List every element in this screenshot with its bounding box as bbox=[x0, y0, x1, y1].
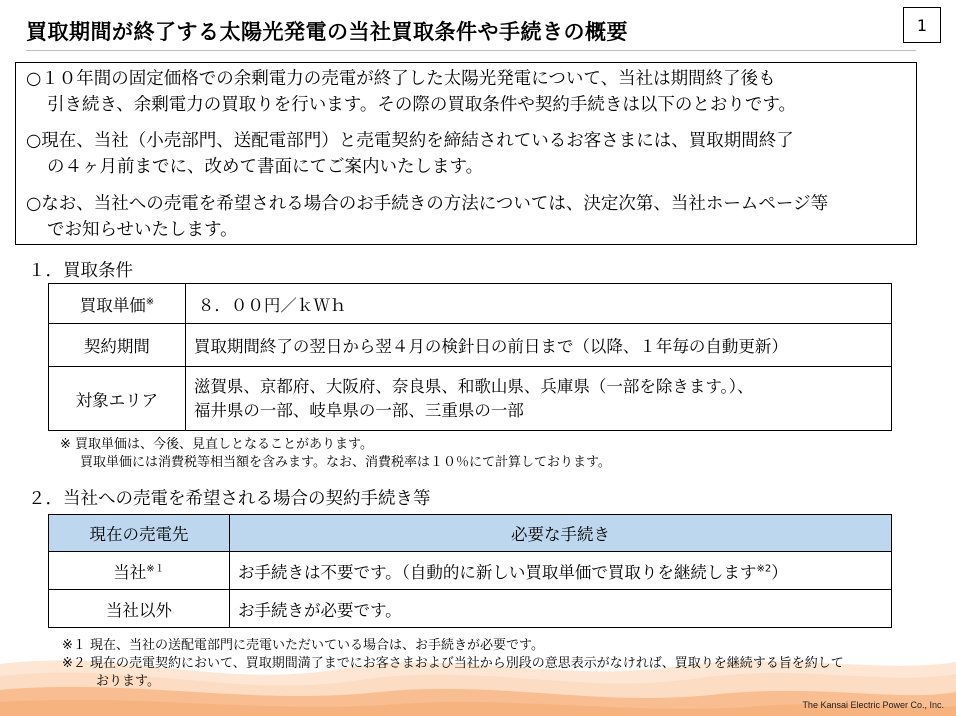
section2-notes bbox=[62, 637, 932, 691]
company-name: The Kansai Electric Power Co., Inc. bbox=[802, 700, 944, 710]
row-value: ８．００円／ｋＷｈ bbox=[185, 284, 891, 324]
footnote-2-line1: ※２ 現在の売電契約において、買取期間満了までにお客さまおよび当社から別段の意思表示がなければ、買取りを継続する旨を約して bbox=[62, 656, 844, 671]
row-key: 当社$^{※1}$ bbox=[49, 552, 230, 590]
row-value: 買取期間終了の翌日から翌４月の検針日の前日まで（以降、１年毎の自動更新） bbox=[185, 324, 891, 367]
intro-p2-line1: ○現在、当社（小売部門、送配電部門）と売電契約を締結されているお客さまには、買取期間終了 bbox=[26, 131, 794, 151]
footnote-2-line2: おります。 bbox=[96, 674, 160, 689]
row-key: 当社以外 bbox=[49, 590, 230, 628]
footnote-1: ※１ 現在、当社の送配電部門に売電いただいている場合は、お手続きが必要です。 bbox=[62, 638, 544, 653]
intro-paragraph-1 bbox=[26, 66, 916, 118]
page-number: 1 bbox=[903, 7, 941, 43]
intro-p3-line2: でお知らせいたします。 bbox=[47, 220, 238, 240]
row-value: お手続きは不要です。（自動的に新しい買取単価で買取りを継続します$^{※2}$） bbox=[230, 552, 892, 590]
row-value: 滋賀県、京都府、大阪府、奈良県、和歌山県、兵庫県（一部を除きます。）、 福井県の一部、岐阜県の一部、三重県の一部 bbox=[185, 367, 891, 431]
row-key: 対象エリア bbox=[49, 367, 186, 431]
intro-box bbox=[15, 62, 917, 245]
intro-p2-line2: の４ヶ月前までに、改めて書面にてご案内いたします。 bbox=[47, 157, 484, 177]
title-divider bbox=[26, 50, 916, 51]
row-key: 契約期間 bbox=[49, 324, 186, 367]
table-row bbox=[49, 284, 892, 324]
row-key: 買取単価※ bbox=[49, 284, 186, 324]
section1-note: ※ 買取単価は、今後、見直しとなることがあります。 買取単価には消費税等相当額を含みます。なお、消費税率は１０％にて計算しております。 bbox=[60, 437, 611, 470]
row-value: お手続きが必要です。 bbox=[230, 590, 892, 628]
table-header-row bbox=[49, 515, 892, 552]
contract-procedure-table bbox=[48, 514, 892, 628]
intro-paragraph-3 bbox=[26, 191, 916, 243]
intro-p1-line2: 引き続き、余剰電力の買取りを行います。その際の買取条件や契約手続きは以下のとおりです。 bbox=[47, 95, 796, 115]
page-title: 買取期間が終了する太陽光発電の当社買取条件や手続きの概要 bbox=[26, 20, 628, 44]
intro-paragraph-2 bbox=[26, 128, 916, 180]
table-row bbox=[49, 590, 892, 628]
column-header-required-procedure: 必要な手続き bbox=[230, 515, 892, 552]
table-row bbox=[49, 367, 892, 431]
purchase-conditions-table bbox=[48, 283, 892, 431]
section2-heading: ２．当社への売電を希望される場合の契約手続き等 bbox=[28, 489, 431, 509]
intro-p1-line1: ○１０年間の固定価格での余剰電力の売電が終了した太陽光発電について、当社は期間終了後も bbox=[26, 69, 776, 89]
column-header-current-seller: 現在の売電先 bbox=[49, 515, 230, 552]
intro-p3-line1: ○なお、当社への売電を希望される場合のお手続きの方法については、決定次第、当社ホームページ等 bbox=[26, 194, 829, 214]
table-row bbox=[49, 324, 892, 367]
section1-heading: １．買取条件 bbox=[28, 261, 133, 281]
table-row bbox=[49, 552, 892, 590]
